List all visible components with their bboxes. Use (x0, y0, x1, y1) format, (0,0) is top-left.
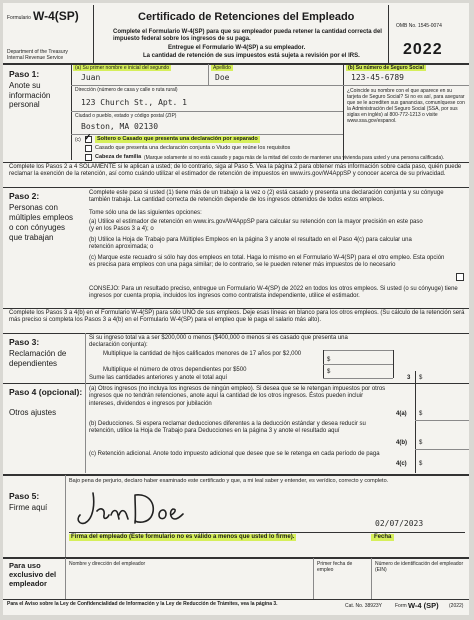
step4-deductions: (b) Deducciones. Si espera reclamar deducciones diferentes a la deducción estándar y desea reducir su retención, utilice la Hoja de Trabajo para Deducciones en la página 3 y anote el resultado aquí (89, 421, 366, 435)
step2-option-b: (b) Utilice la Hoja de Trabajo para Múltiples Empleos en la página 3 y anote el resultado en el Paso 4(c) para calcular una retención aproximada; o (89, 237, 412, 251)
step4-sublabel: Otros ajustes (9, 408, 57, 417)
ssn-label: (b) Su número de Seguro Social (348, 65, 424, 71)
step3-label: Paso 3: (9, 337, 40, 347)
step1-left-rule (71, 64, 72, 160)
step3-total-field[interactable]: $ (419, 375, 423, 381)
step4-extra-withholding: (c) Retención adicional. Anote todo impuesto adicional que desee que se le retenga en cada período de paga (89, 451, 380, 457)
joint-checkbox[interactable] (85, 145, 92, 152)
form-prefix: Formulario (7, 15, 31, 21)
w4sp-form-page (3, 3, 469, 615)
signature-field[interactable] (71, 485, 191, 531)
step2-consejo: CONSEJO: Para un resultado preciso, entregue un Formulario W-4(SP) de 2022 en todos los otros empleos. Si usted (o su cónyuge) tiene ingresos por cuenta propia, incluidos los ingresos como contratista independiente, utilice el estimador. (89, 286, 458, 300)
single-check-mark: ✓ (84, 132, 92, 142)
step4b-number: 4(b) (396, 440, 407, 446)
form-title: Certificado de Retenciones del Empleado (138, 11, 355, 23)
footer-year: (2022) (449, 603, 464, 609)
joint-option-label: Casado que presenta una declaración conjunta o Viudo que reúne los requisitos (95, 145, 291, 151)
step2-option-c: (c) Marque este recuadro si sólo hay dos empleos en total. Haga lo mismo en el Formulario W-4(SP) para el otro empleo. Esta opción es precisa para empleos con una paga similar; de lo contrario, se le pueden retener más impuestos de lo necesario (89, 255, 445, 269)
ssn-note: ¿Coincide su nombre con el que aparece en su tarjeta de Seguro Social? Si no es así, para asegurar que se le acrediten sus ganancias, comuníquese con la Administración del Seguro Social (SSA, por sus siglas en inglés) al 800-772-1213 o visite www.ssa.gov/espanol. (347, 88, 465, 124)
steps-3-4-note: Complete los Pasos 3 a 4(b) en el Formulario W-4(SP) para sólo UNO de sus empleos. Deje esas líneas en blanco para los otros empleos. (Su cálculo de la retención será más preciso si completa los Pasos 3 a 4(b) en el Formulario W-4(SP) para el empleo que le paga el salario más alto). (9, 310, 465, 324)
hoh-option-note: (Marque solamente si no está casado y paga más de la mitad del costo de mantener una vivienda para usted y una persona calificada). (144, 154, 445, 161)
omb-number: OMB No. 1545-0074 (396, 23, 442, 29)
extra-withholding-field[interactable]: $ (419, 461, 423, 467)
privacy-notice: Para el Aviso sobre la Ley de Confidencialidad de Información y la Ley de Reducción de Trámites, vea la página 3. (7, 601, 278, 607)
two-jobs-checkbox[interactable] (456, 273, 464, 281)
employer-name-field[interactable] (69, 569, 309, 597)
step3-line-number: 3 (407, 375, 411, 381)
form-code: W-4(SP) (33, 9, 79, 23)
first-date-label: Primer fecha de empleo (317, 561, 353, 573)
first-name-field[interactable]: Juan (81, 73, 101, 82)
hoh-checkbox[interactable] (85, 154, 92, 161)
instruction-2: Entregue el Formulario W-4(SP) a su empleador. (168, 45, 306, 51)
address-field[interactable]: 123 Church St., Apt. 1 (81, 98, 187, 107)
first-name-label: (a) Su primer nombre e inicial del segundo (75, 65, 170, 71)
step2-option-a: (a) Utilice el estimador de retención en www.irs.gov/W4AppSP para calcular su retención con la mayor precisión en este paso (y en los Pasos 3 a 4); o (89, 219, 423, 233)
header-divider-right (388, 5, 389, 63)
hoh-option-label: Cabeza de familia (95, 154, 142, 160)
complete-steps-note: Complete los Pasos 2 a 4 SOLAMENTE si le aplican a usted; de lo contrario, siga al Paso 5. Vea la página 2 para obtener más información sobre cada paso, quién puede reclamar la exención de la retención, así como cuándo utilizar el estimador de retención de impuestos en www.irs.gov/W4AppSP y conocer acerca de su privacidad. (9, 164, 462, 178)
catalog-number: Cat. No. 38923Y (345, 603, 382, 609)
step1-label: Paso 1: (9, 69, 40, 79)
children-line: Multiplique la cantidad de hijos calificados menores de 17 años por $2,000 (103, 351, 302, 357)
first-date-field[interactable] (317, 575, 365, 595)
deductions-field[interactable]: $ (419, 440, 423, 446)
single-option-label: Soltero o Casado que presenta una declaración por separado (97, 136, 258, 142)
city-label: Ciudad o pueblo, estado y código postal (ZIP) (75, 113, 177, 119)
step3-total-line: Sume las cantidades anteriores y anote el total aquí (89, 375, 228, 381)
ssn-field[interactable]: 123-45-6789 (351, 73, 404, 82)
address-label: Dirección (número de casa y calle o ruta rural) (75, 87, 178, 93)
step5-label: Paso 5: (9, 491, 40, 501)
employer-section-label: Para uso exclusivo del empleador (9, 561, 57, 588)
step4-label: Paso 4 (opcional): (9, 387, 83, 397)
other-income-field[interactable]: $ (419, 411, 423, 417)
perjury-statement: Bajo pena de perjurio, declaro haber examinado este certificado y que, a mi leal saber y entender, es verídico, correcto y completo. (69, 478, 389, 484)
step2-intro: Complete este paso si usted (1) tiene más de un trabajo a la vez o (2) está casado y presenta una declaración conjunta y su cónyuge también trabaja. La cantidad correcta de retención depende de los ingresos obtenidos de todos estos empleos. (89, 190, 444, 204)
step2-sublabel: Personas con múltiples empleos o con cónyuges que trabajan (9, 203, 74, 242)
step4-other-income: (a) Otros ingresos (no incluya los ingresos de ningún empleo). Si desea que se le retengan impuestos por otros ingresos que no tendrán retenciones, anote aquí la cantidad de los otros ingresos. Éstos pueden incluir intereses, dividendos e ingresos por jubilación (89, 386, 386, 407)
dependents-line: Multiplique el número de otros dependientes por $500 (103, 367, 247, 373)
dependents-amount-field[interactable]: $ (327, 369, 331, 375)
instruction-3: La cantidad de retención de sus impuestos está sujeta a revisión por el IRS. (143, 53, 360, 59)
signature-image (71, 485, 191, 531)
footer-form-prefix: Form (395, 603, 407, 609)
step3-sublabel: Reclamación de dependientes (9, 349, 67, 368)
date-label: Fecha (371, 534, 394, 541)
dept-line-1: Department of the Treasury (7, 49, 68, 55)
step5-sublabel: Firme aquí (9, 503, 48, 512)
ein-field[interactable] (375, 575, 467, 595)
signature-label: Firma del empleado (Este formulario no es válido a menos que usted lo firme). (71, 534, 295, 540)
footer-form-code: W-4 (SP) (408, 601, 439, 610)
last-name-label: Apellido (213, 65, 231, 71)
header-divider-left (93, 5, 94, 63)
step2-label: Paso 2: (9, 191, 40, 201)
children-amount-field[interactable]: $ (327, 357, 331, 363)
filing-status-c-label: (c) (75, 137, 81, 143)
last-name-field[interactable]: Doe (215, 73, 230, 82)
dept-line-2: Internal Revenue Service (7, 55, 64, 61)
step3-intro: Si su ingreso total va a ser $200,000 o menos ($400,000 o menos si es casado que presenta una declaración conjunta): (89, 335, 348, 349)
step2-choose: Tome sólo una de las siguientes opciones: (89, 210, 202, 216)
instruction-1: Complete el Formulario W-4(SP) para que su empleador pueda retener la cantidad correcta del impuesto federal sobre los ingresos de su paga. (113, 29, 382, 43)
step1-sublabel: Anote su información personal (9, 81, 51, 109)
date-field[interactable]: 02/07/2023 (375, 519, 424, 528)
employer-name-label: Nombre y dirección del empleador (69, 561, 146, 567)
city-field[interactable]: Boston, MA 02130 (81, 122, 159, 131)
ein-label: Número de identificación del empleador (EIN) (375, 561, 464, 573)
step4a-number: 4(a) (396, 411, 407, 417)
step4c-number: 4(c) (396, 461, 407, 467)
tax-year: 2022 (403, 41, 443, 58)
